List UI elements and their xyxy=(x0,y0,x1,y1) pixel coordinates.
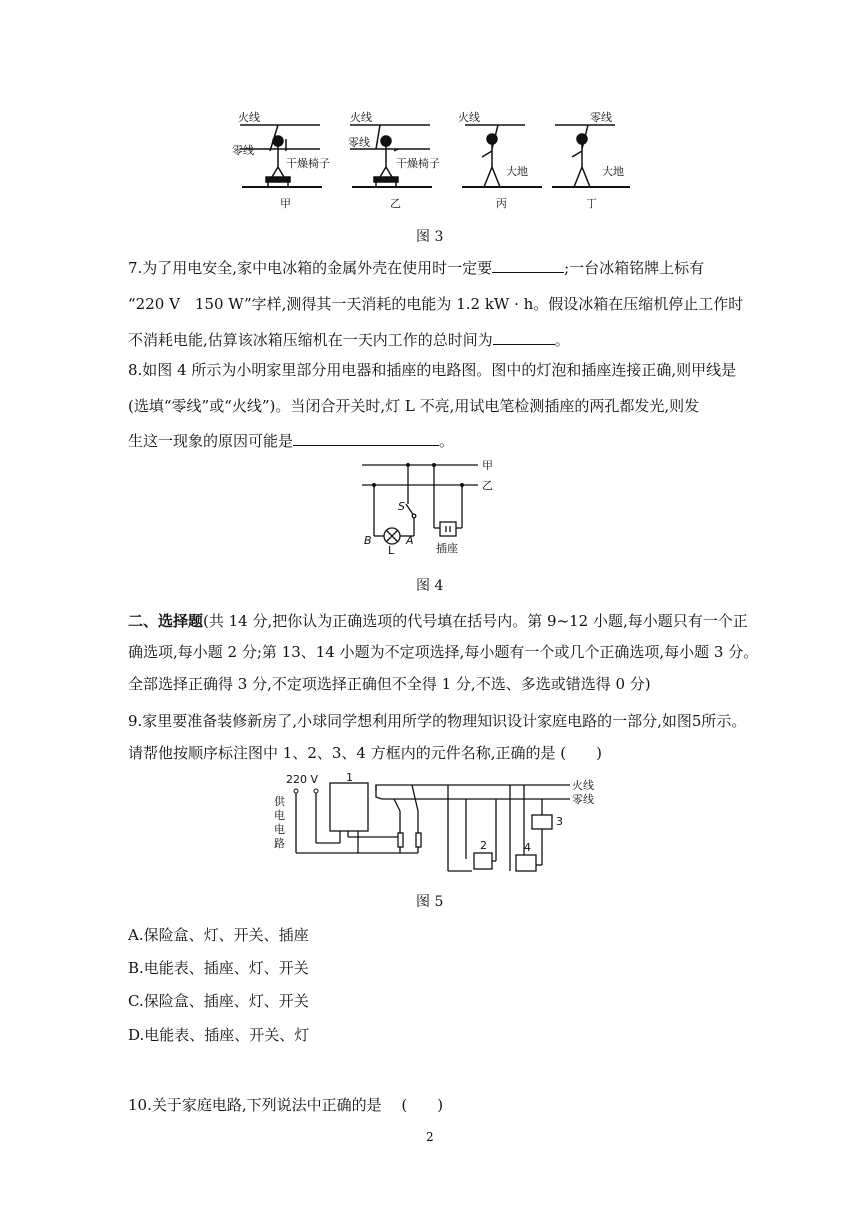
fig5-caption: 图 5 xyxy=(416,894,444,910)
fig5-live: 火线 xyxy=(572,779,594,792)
fig5-box-4 xyxy=(516,855,536,871)
q7-line1: 7.为了用电安全,家中电冰箱的金属外壳在使用时一定要 ;一台冰箱铭牌上标有 xyxy=(128,259,705,277)
fig5-neutral: 零线 xyxy=(572,793,594,806)
q8-line1: 8.如图 4 所示为小明家里部分用电器和插座的电路图。图中的灯泡和插座连接正确,则甲线是 xyxy=(128,361,737,379)
fig3-bing-live: 火线 xyxy=(458,111,480,124)
fig3-yi-live: 火线 xyxy=(350,111,372,124)
fig4-point-a: A xyxy=(406,534,414,547)
fig3-jia-chair: 干燥椅子 xyxy=(286,157,330,170)
q7-line2: “220 V 150 W”字样,测得其一天消耗的电能为 1.2 kW · h。假设冰箱在压缩机停止工作时 xyxy=(128,295,744,313)
fig5-voltage: 220 V xyxy=(286,773,319,786)
fig5-supply-2: 电 xyxy=(274,809,285,822)
q9-line1: 9.家里要准备装修新房了,小球同学想利用所学的物理知识设计家庭电路的一部分,如图5所示。 xyxy=(128,712,747,730)
fig5-box-2 xyxy=(474,853,492,869)
fig5-box-1 xyxy=(330,783,368,831)
fig5-supply-3: 电 xyxy=(274,823,285,836)
q9-option-a[interactable]: A.保险盒、灯、开关、插座 xyxy=(128,926,309,944)
fig3-caption: 图 3 xyxy=(416,229,444,245)
fig5-box-1-label: 1 xyxy=(346,771,353,784)
section2-line1: 二、选择题(共 14 分,把你认为正确选项的代号填在括号内。第 9~12 小题,每小题只有一个正 xyxy=(128,612,748,630)
fig3-yi-neutral: 零线 xyxy=(348,136,370,149)
fig3-jia-neutral: 零线 xyxy=(232,144,254,157)
fig5-box-3 xyxy=(532,815,552,829)
fig5-supply-1: 供 xyxy=(274,795,285,808)
q7-line3: 不消耗电能,估算该冰箱压缩机在一天内工作的总时间为 。 xyxy=(128,331,570,349)
fig5-box-2-label: 2 xyxy=(480,839,487,852)
figure-3 xyxy=(230,105,630,213)
fig3-label-yi: 乙 xyxy=(390,197,401,210)
fig3-label-jia: 甲 xyxy=(280,197,291,210)
q9-option-b[interactable]: B.电能表、插座、灯、开关 xyxy=(128,959,309,977)
fig4-wire-jia: 甲 xyxy=(482,459,493,472)
fig3-bing-earth: 大地 xyxy=(506,165,528,178)
figure-4 xyxy=(360,458,510,558)
page-number: 2 xyxy=(426,1130,434,1144)
q8-line3: 生这一现象的原因可能是 。 xyxy=(128,432,455,450)
section2-line3: 全部选择正确得 3 分,不定项选择正确但不全得 1 分,不选、多选或错选得 0 分) xyxy=(128,675,651,693)
fig5-supply-4: 路 xyxy=(274,837,285,850)
q8-line2: (选填“零线”或“火线”)。当闭合开关时,灯 L 不亮,用试电笔检测插座的两孔都发光,则发 xyxy=(128,397,700,415)
q9-line2: 请帮他按顺序标注图中 1、2、3、4 方框内的元件名称,正确的是 ( ) xyxy=(128,744,602,762)
fig5-box-3-label: 3 xyxy=(556,815,563,828)
fig4-lamp-label: L xyxy=(388,544,395,557)
section2-title: 二、选择题 xyxy=(128,612,204,630)
section2-line2: 确选项,每小题 2 分;第 13、14 小题为不定项选择,每小题有一个或几个正确选项,每小题 3 分。 xyxy=(128,643,759,661)
fig3-jia-live: 火线 xyxy=(238,111,260,124)
fig4-caption: 图 4 xyxy=(416,578,444,594)
fig3-label-ding: 丁 xyxy=(586,197,597,210)
fig3-label-bing: 丙 xyxy=(496,197,507,210)
q8-blank[interactable] xyxy=(293,431,439,446)
fig4-socket-label: 插座 xyxy=(436,542,458,555)
fig3-ding-neutral: 零线 xyxy=(590,111,612,124)
fig4-wire-yi: 乙 xyxy=(482,479,493,492)
figure-5 xyxy=(270,771,620,881)
fig4-point-b: B xyxy=(364,534,372,547)
q9-option-d[interactable]: D.电能表、插座、开关、灯 xyxy=(128,1026,310,1044)
q7-blank1[interactable] xyxy=(492,258,564,273)
q7-blank2[interactable] xyxy=(493,330,555,345)
fig3-ding-earth: 大地 xyxy=(602,165,624,178)
fig3-yi-chair: 干燥椅子 xyxy=(396,157,440,170)
q9-option-c[interactable]: C.保险盒、插座、灯、开关 xyxy=(128,992,309,1010)
q10-line1: 10.关于家庭电路,下列说法中正确的是 ( ) xyxy=(128,1096,444,1114)
fig5-box-4-label: 4 xyxy=(524,841,531,854)
fig4-switch-label: S xyxy=(398,500,405,513)
